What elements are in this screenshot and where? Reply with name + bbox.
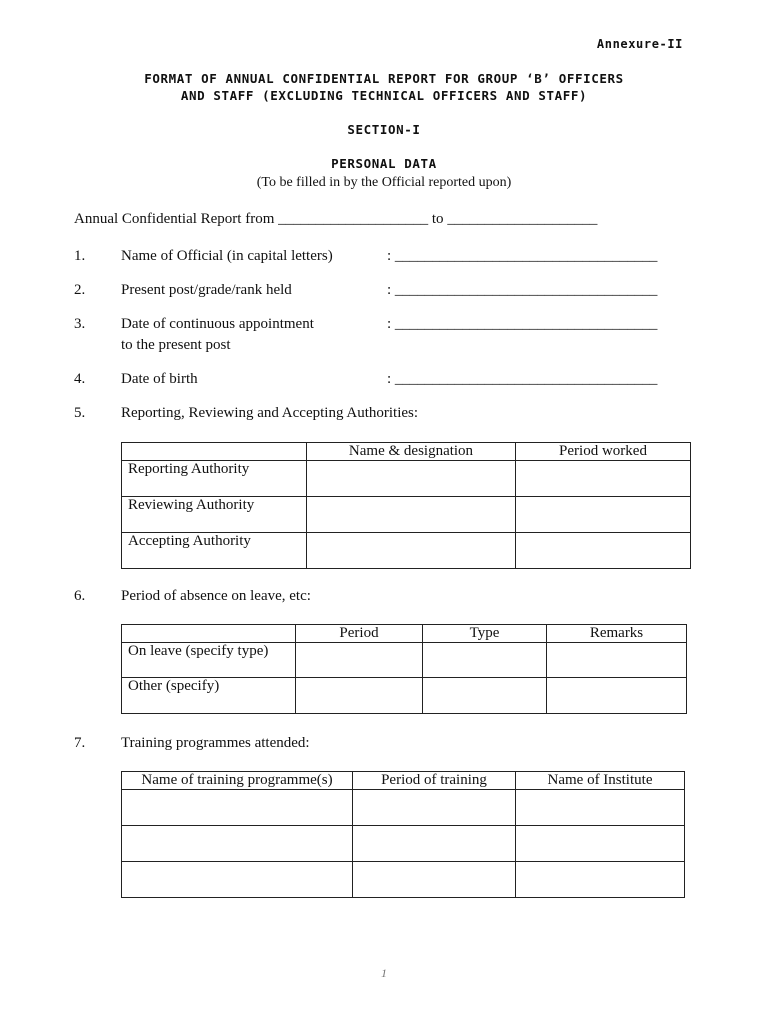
table-header-row xyxy=(122,443,691,461)
form-title-line-1: FORMAT OF ANNUAL CONFIDENTIAL REPORT FOR GROUP ‘B’ OFFICERS xyxy=(144,71,624,86)
authorities-table xyxy=(121,442,691,569)
table-input-cell[interactable] xyxy=(547,678,687,714)
table-input-cell[interactable] xyxy=(122,826,353,862)
name-of-official-label: Name of Official (in capital letters) xyxy=(121,248,333,264)
table-input-cell[interactable] xyxy=(122,862,353,898)
table-header-row xyxy=(122,772,685,790)
item-number: 3. xyxy=(74,316,86,332)
table-row-label: Other (specify) xyxy=(122,678,296,714)
table-row xyxy=(122,678,687,714)
table-input-cell[interactable] xyxy=(122,790,353,826)
table-row xyxy=(122,533,691,569)
table-input-cell[interactable] xyxy=(516,826,685,862)
item-number: 5. xyxy=(74,405,86,421)
date-of-birth-field[interactable]: : ___________________________________ xyxy=(387,371,658,387)
table-row xyxy=(122,790,685,826)
appointment-date-label: Date of continuous appointment xyxy=(121,316,314,332)
present-post-label: Present post/grade/rank held xyxy=(121,282,292,298)
table-row-label: On leave (specify type) xyxy=(122,643,296,678)
authorities-label: Reporting, Reviewing and Accepting Authorities: xyxy=(121,405,419,421)
item-number: 1. xyxy=(74,248,86,264)
table-input-cell[interactable] xyxy=(307,533,516,569)
table-input-cell[interactable] xyxy=(353,790,516,826)
table-header-cell: Remarks xyxy=(547,625,687,643)
section-heading: SECTION-I xyxy=(347,122,421,137)
report-period-prefix: Annual Confidential Report from xyxy=(74,211,275,227)
table-input-cell[interactable] xyxy=(547,643,687,678)
table-header-row xyxy=(122,625,687,643)
table-input-cell[interactable] xyxy=(307,461,516,497)
table-input-cell[interactable] xyxy=(516,790,685,826)
item-number: 4. xyxy=(74,371,86,387)
table-input-cell[interactable] xyxy=(296,678,423,714)
table-input-cell[interactable] xyxy=(296,643,423,678)
table-input-cell[interactable] xyxy=(516,862,685,898)
page-number: 1 xyxy=(381,966,387,980)
report-period-from-field[interactable]: ____________________ xyxy=(278,211,429,227)
table-row-label: Reviewing Authority xyxy=(122,497,307,533)
table-input-cell[interactable] xyxy=(516,533,691,569)
table-row xyxy=(122,862,685,898)
table-header-cell: Name of training programme(s) xyxy=(122,772,353,790)
table-input-cell[interactable] xyxy=(353,826,516,862)
table-header-cell: Period of training xyxy=(353,772,516,790)
personal-data-note: (To be filled in by the Official reported upon) xyxy=(256,175,512,190)
leave-table xyxy=(121,624,687,714)
report-period-to-label: to xyxy=(431,211,444,227)
table-input-cell[interactable] xyxy=(516,497,691,533)
absence-label: Period of absence on leave, etc: xyxy=(121,588,311,604)
training-table xyxy=(121,771,685,898)
table-row xyxy=(122,461,691,497)
table-row-label: Accepting Authority xyxy=(122,533,307,569)
table-input-cell[interactable] xyxy=(516,461,691,497)
item-number: 2. xyxy=(74,282,86,298)
table-header-cell: Period worked xyxy=(516,443,691,461)
table-header-cell: Name of Institute xyxy=(516,772,685,790)
table-header-cell xyxy=(122,625,296,643)
table-input-cell[interactable] xyxy=(307,497,516,533)
annexure-label: Annexure-II xyxy=(596,37,683,51)
table-row-label: Reporting Authority xyxy=(122,461,307,497)
item-number: 6. xyxy=(74,588,86,604)
name-of-official-field[interactable]: : ___________________________________ xyxy=(387,248,658,264)
table-header-cell: Name & designation xyxy=(307,443,516,461)
report-period-line xyxy=(74,211,597,228)
table-row xyxy=(122,497,691,533)
report-period-to-field[interactable]: ____________________ xyxy=(447,211,598,227)
table-header-cell: Type xyxy=(423,625,547,643)
table-header-cell xyxy=(122,443,307,461)
appointment-date-field[interactable]: : ___________________________________ xyxy=(387,316,658,332)
form-title-line-2: AND STAFF (EXCLUDING TECHNICAL OFFICERS AND STAFF) xyxy=(180,88,588,103)
table-input-cell[interactable] xyxy=(353,862,516,898)
table-input-cell[interactable] xyxy=(423,678,547,714)
table-row xyxy=(122,826,685,862)
date-of-birth-label: Date of birth xyxy=(121,371,198,387)
training-label: Training programmes attended: xyxy=(121,735,310,751)
table-row xyxy=(122,643,687,678)
table-header-cell: Period xyxy=(296,625,423,643)
item-number: 7. xyxy=(74,735,86,751)
present-post-field[interactable]: : ___________________________________ xyxy=(387,282,658,298)
table-input-cell[interactable] xyxy=(423,643,547,678)
personal-data-heading: PERSONAL DATA xyxy=(331,156,437,171)
appointment-date-label-cont: to the present post xyxy=(121,337,231,353)
